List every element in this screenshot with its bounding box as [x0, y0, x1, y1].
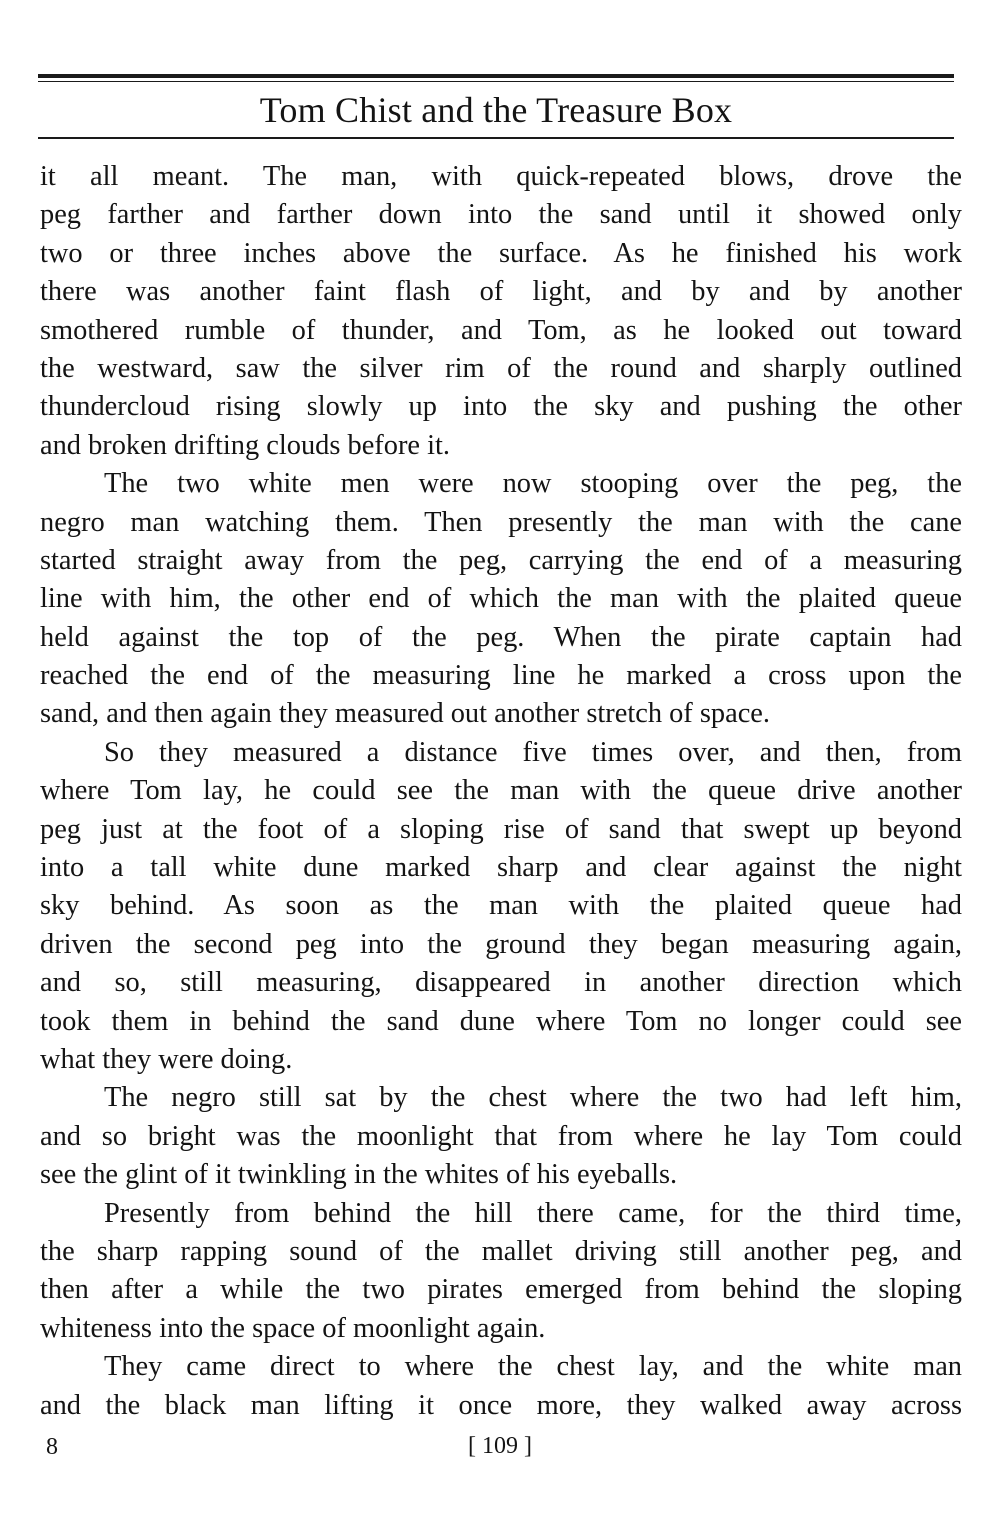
text-line: and so bright was the moonlight that from where he lay Tom could — [40, 1120, 962, 1152]
body-text — [40, 158, 962, 1425]
text-line: it all meant. The man, with quick-repeated blows, drove the — [40, 161, 962, 192]
text-line: thundercloud rising slowly up into the sky and pushing the other — [40, 391, 962, 423]
text-line: So they measured a distance five times over, and then, from — [104, 736, 962, 768]
running-head-title: Tom Chist and the Treasure Box — [259, 90, 733, 130]
text-line: into a tall white dune marked sharp and clear against the night — [40, 852, 962, 884]
text-line: see the glint of it twinkling in the whites of his eyeballs. — [40, 1159, 678, 1191]
text-line: and broken drifting clouds before it. — [40, 429, 450, 461]
text-line: driven the second peg into the ground they began measuring again, — [40, 928, 962, 960]
page-number: [ 109 ] — [468, 1433, 532, 1459]
text-line: the westward, saw the silver rim of the round and sharply outlined — [40, 352, 962, 384]
header-rule-thick — [38, 74, 954, 78]
text-line: what they were doing. — [40, 1043, 293, 1075]
text-line: sand, and then again they measured out another stretch of space. — [40, 698, 771, 730]
text-line: smothered rumble of thunder, and Tom, as he looked out toward — [40, 314, 962, 346]
text-line: where Tom lay, he could see the man with the queue drive another — [40, 775, 962, 807]
text-line: there was another faint flash of light, and by and by another — [40, 276, 962, 308]
text-line: the sharp rapping sound of the mallet driving still another peg, and — [40, 1235, 962, 1267]
header-rule-thin — [38, 81, 954, 82]
text-line: line with him, the other end of which the man with the plaited queue — [40, 583, 962, 615]
text-line: They came direct to where the chest lay, and the white man — [104, 1351, 962, 1383]
text-line: and so, still measuring, disappeared in another direction which — [40, 967, 962, 999]
text-line: and the black man lifting it once more, they walked away across — [40, 1389, 962, 1421]
header-rule-under-title — [38, 137, 954, 139]
text-line: took them in behind the sand dune where Tom no longer could see — [40, 1005, 962, 1037]
text-line: The two white men were now stooping over the peg, the — [104, 468, 962, 500]
text-line: peg farther and farther down into the sand until it showed only — [40, 199, 962, 231]
text-line: Presently from behind the hill there came, for the third time, — [104, 1197, 962, 1229]
text-line: then after a while the two pirates emerged from behind the sloping — [40, 1274, 962, 1306]
text-line: peg just at the foot of a sloping rise of sand that swept up beyond — [40, 813, 962, 845]
text-line: sky behind. As soon as the man with the plaited queue had — [40, 890, 962, 922]
text-line: held against the top of the peg. When the pirate captain had — [40, 621, 962, 653]
text-line: two or three inches above the surface. As he finished his work — [40, 237, 962, 269]
text-line: reached the end of the measuring line he marked a cross upon the — [40, 660, 962, 692]
text-line: whiteness into the space of moonlight again. — [40, 1312, 546, 1344]
text-line: negro man watching them. Then presently the man with the cane — [40, 506, 962, 538]
text-line: started straight away from the peg, carrying the end of a measuring — [40, 544, 962, 576]
text-line: The negro still sat by the chest where the two had left him, — [104, 1082, 962, 1114]
signature-mark: 8 — [46, 1434, 58, 1460]
